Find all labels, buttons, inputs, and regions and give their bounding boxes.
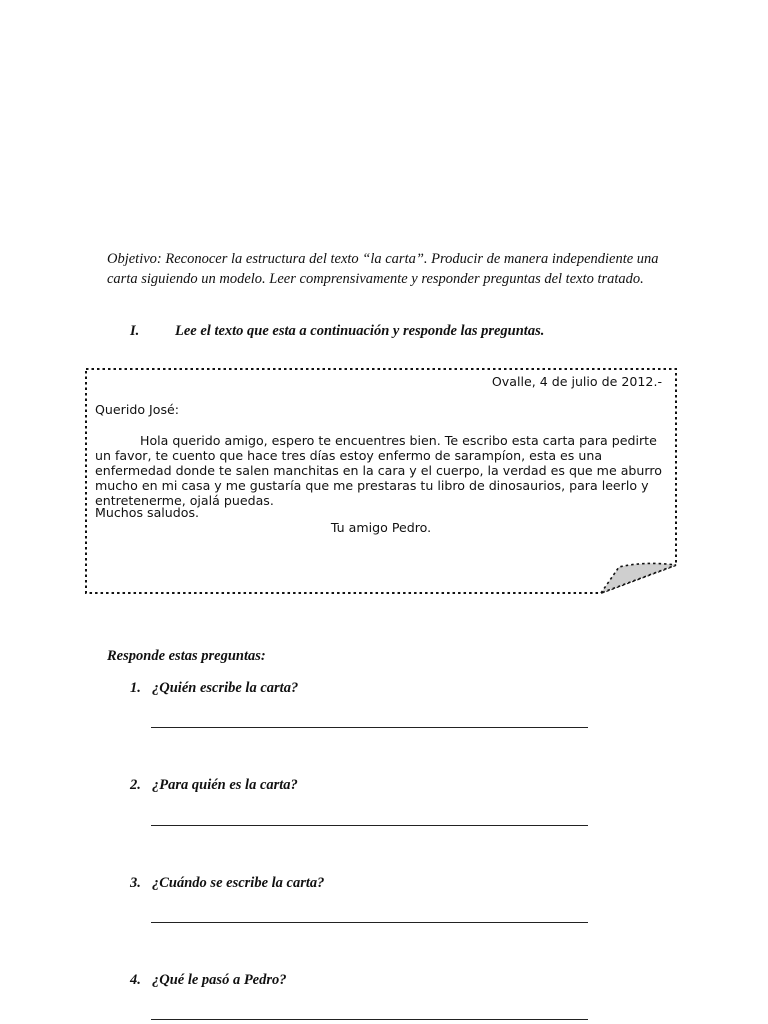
question-2 [130,777,298,794]
letter-greeting: Querido José: [95,402,179,417]
question-number: 4. [130,972,141,988]
question-4 [130,972,287,989]
question-text: ¿Cuándo se escribe la carta? [152,875,325,891]
answer-line-1[interactable] [151,727,588,728]
question-number: 2. [130,777,141,793]
letter-date: Ovalle, 4 de julio de 2012.- [491,374,662,389]
objective-text: Objetivo: Reconocer la estructura del texto “la carta”. Producir de manera independiente una carta siguiendo un modelo. Leer comprensivamente y responder preguntas del texto tratado. [107,251,659,287]
question-number: 3. [130,875,141,891]
instruction-text: Lee el texto que esta a continuación y responde las preguntas. [175,323,545,339]
instruction [130,323,690,340]
answer-line-4[interactable] [151,1019,588,1020]
question-text: ¿Qué le pasó a Pedro? [152,972,287,988]
letter-box [85,368,677,594]
letter-closing: Muchos saludos. [95,505,200,520]
answer-line-2[interactable] [151,825,588,826]
questions-title: Responde estas preguntas: [107,648,266,664]
question-3 [130,875,324,892]
question-text: ¿Quién escribe la carta? [152,680,299,696]
letter-body: Hola querido amigo, espero te encuentres bien. Te escribo esta carta para pedirte un favor, te cuento que hace tres días estoy enfermo de sarampíon, esta es una enfermedad donde te salen manchitas en la cara y el cuerpo, la verdad es que me aburro mucho en mi casa y me gustaría que me prestaras tu libro de dinosaurios, para leerlo y entretenerme, ojalá puedas. [95,433,662,508]
question-text: ¿Para quién es la carta? [152,777,298,793]
answer-line-3[interactable] [151,922,588,923]
question-number: 1. [130,680,141,696]
question-1 [130,680,298,697]
letter-signature: Tu amigo Pedro. [330,520,432,535]
letter-content [85,368,677,594]
instruction-number: I. [130,323,140,339]
